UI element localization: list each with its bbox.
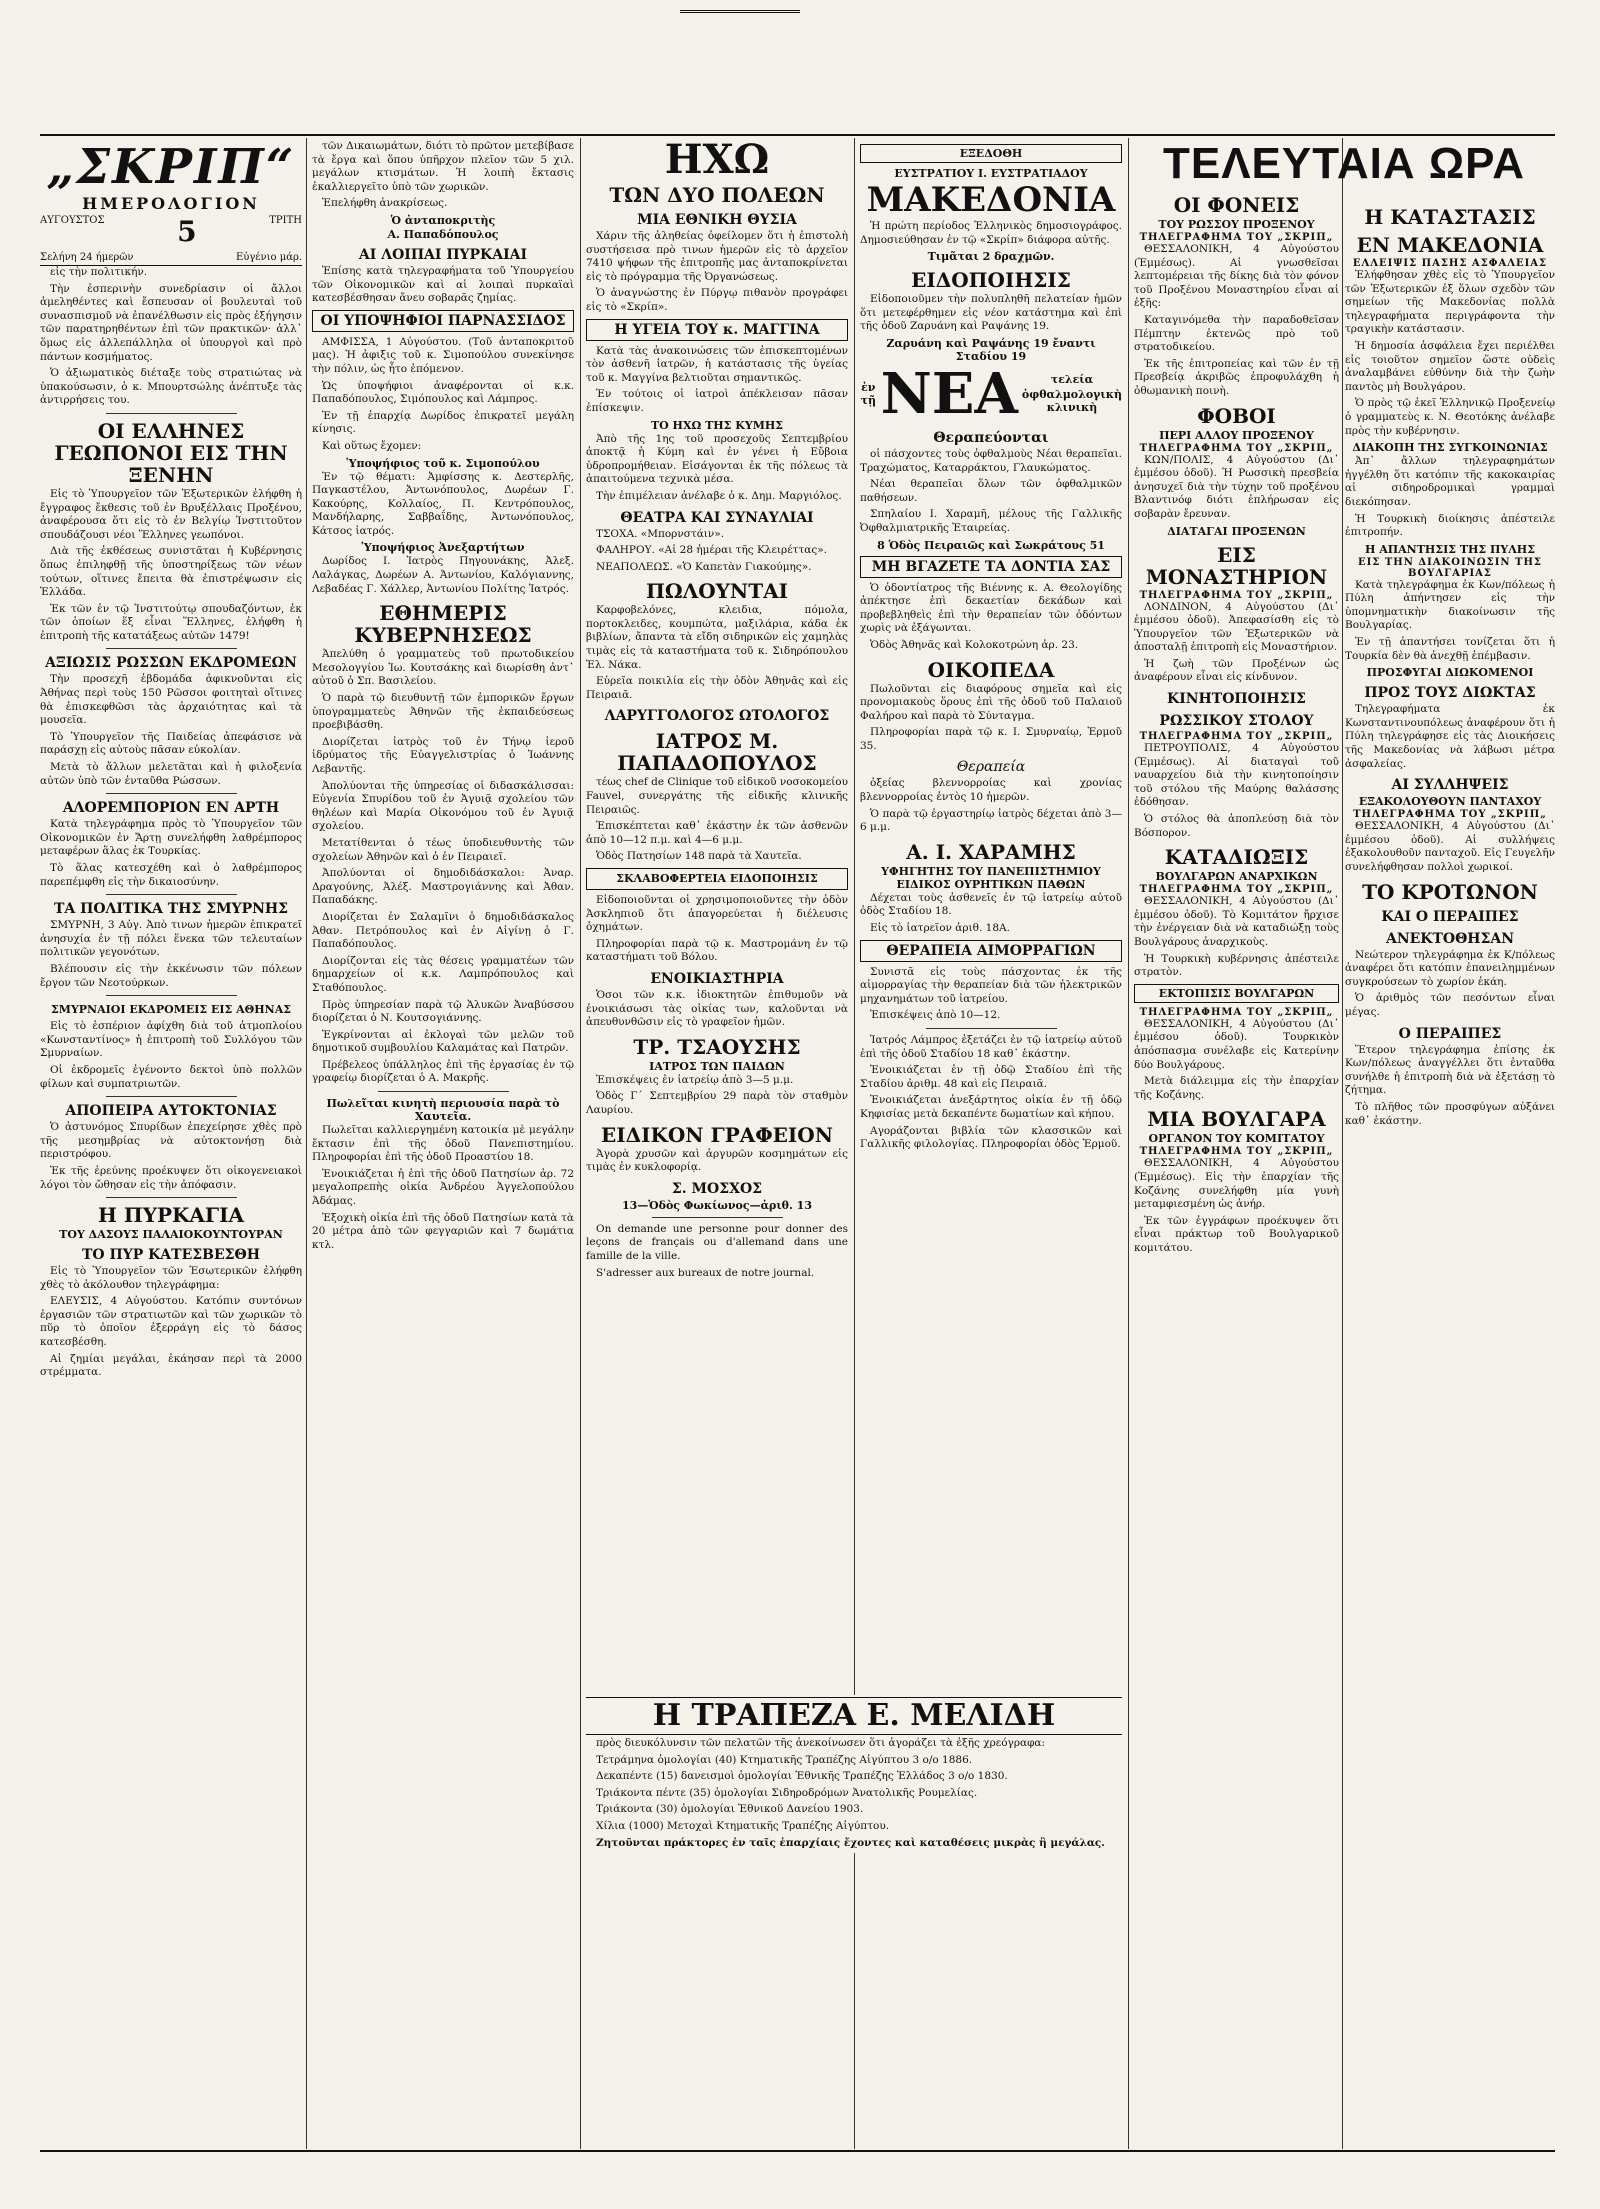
article-subheading: ΕΛΛΕΙΨΙΣ ΠΑΣΗΣ ΑΣΦΑΛΕΙΑΣ xyxy=(1352,258,1548,269)
paragraph: Κατὰ τηλεγράφημα ἐκ Κων/πόλεως ἡ Πύλη ἀπήντησεν εἰς τὴν ὑπομνηματικὴν διακοίνωσιν τῆς Βουλγαρίας. xyxy=(1345,578,1555,632)
paragraph: Βλέπουσιν εἰς τὴν ἐκκένωσιν τῶν πόλεων ἔργον τῶν Νεοτούρκων. xyxy=(40,962,302,989)
article-subheading: ΒΟΥΛΓΑΡΩΝ ΑΝΑΡΧΙΚΩΝ xyxy=(1155,870,1318,884)
article-heading: ΤΑ ΠΟΛΙΤΙΚΑ ΤΗΣ ΣΜΥΡΝΗΣ xyxy=(53,901,289,918)
paragraph: Ἐν τούτοις οἱ ἰατροὶ ἀπέκλεισαν πᾶσαν ἐπίσκεψιν. xyxy=(586,388,848,414)
clinic-descriptor xyxy=(1022,372,1122,415)
paragraph: Ἐκ τῆς ἐρεύνης προέκυψεν ὅτι οἰκογενειακοὶ λόγοι τὸν ὤθησαν εἰς τὴν ἀπόφασιν. xyxy=(40,1164,302,1191)
paragraph: Τηλεγραφήματα ἐκ Κωνσταντινουπόλεως ἀναφέρουν ὅτι ἡ Πύλη τηλεγράφησε εἰς τὰς Διοικήσεις τῆς Μακεδονίας νὰ λάβωσι μέτρα ἀσφαλείας. xyxy=(1345,703,1555,770)
paragraph: Διορίζεται ἰατρὸς τοῦ ἐν Τήνῳ ἱεροῦ ἱδρύματος τῆς Εὐαγγελιστρίας ὁ Ἰωάννης Λεβαντῆς. xyxy=(312,735,574,775)
paragraph: Ἐκ τῶν ἐγγράφων προέκυψεν ὅτι εἶναι πράκτωρ τοῦ Βουλγαρικοῦ κομιτάτου. xyxy=(1134,1214,1339,1254)
advert-heading: Θεραπεία xyxy=(956,759,1026,776)
book-author: ΕΥΣΤΡΑΤΙΟΥ Ι. ΕΥΣΤΡΑΤΙΑΔΟΥ xyxy=(894,167,1088,180)
bottom-rule xyxy=(40,2150,1555,2152)
article-subheading: ΠΕΡΙ ΑΛΛΟΥ ΠΡΟΞΕΝΟΥ xyxy=(1159,428,1314,442)
article-subheading: ΟΡΓΑΝΟΝ ΤΟΥ ΚΟΜΙΤΑΤΟΥ xyxy=(1148,1132,1325,1146)
masthead-subtitle: ΗΜΕΡΟΛΟΓΙΟΝ xyxy=(82,194,260,213)
paragraph: Δέχεται τοὺς ἀσθενεῖς ἐν τῷ ἰατρείῳ αὐτοῦ ὁδὸς Σταδίου 18. xyxy=(860,891,1122,918)
paragraph: Εἰδοποιοῦνται οἱ χρησιμοποιοῦντες τὴν ὁδὸν Ἀσκληπιοῦ ὅτι ἀπαγορεύεται ἡ διέλευσις ὀχημάτων. xyxy=(586,894,848,934)
paragraph: Χίλια (1000) Μετοχαὶ Κτηματικῆς Τραπέζης Αἰγύπτου. xyxy=(596,1819,890,1832)
paragraph: Ἀπὸ τῆς 1ης τοῦ προσεχοῦς Σεπτεμβρίου ἀποκτᾷ ἡ Κύμη καὶ ἐν γένει ἡ Εὔβοια ὑδροπρομήθειαν. Εἰσάγονται ἐκ τῆς πόλεως τὰ ἀπαιτούμενα τεχνικὰ μέσα. xyxy=(586,432,848,486)
paragraph: Κατὰ τηλεγράφημα πρὸς τὸ Ὑπουργεῖον τῶν Οἰκονομικῶν ἐν Ἄρτῃ συνελήφθη λαθρέμπορος μεταφέρων ἅλας ἐκ Τουρκίας. xyxy=(40,818,302,858)
advert-subheading: ΙΑΤΡΟΣ ΤΩΝ ΠΑΙΔΩΝ xyxy=(649,1059,785,1073)
separator xyxy=(106,413,237,414)
paragraph: Ἐκ τῶν ἐν τῷ Ἰνστιτούτῳ σπουδαζόντων, ἐκ τῶν ὁποίων ἕξ εἶναι Ἕλληνες, ἐλήφθη ἡ ἐπιτροπὴ τῆς κατατάξεως αὐτῶν 1479! xyxy=(40,602,302,642)
bank-advert-title: Η ΤΡΑΠΕΖΑ Ε. ΜΕΛΙΔΗ xyxy=(586,1697,1122,1735)
paragraph: ΑΜΦΙΣΣΑ, 1 Αὐγούστου. (Τοῦ ἀνταποκριτοῦ μας). Ἡ ἀφιξις τοῦ κ. Σιμοπούλου συνεκίνησε τὴν πόλιν, ὡς ἦτο ἐπόμενον. xyxy=(312,335,574,375)
paragraph: Ἰατρός Λάμπρος ἐξετάζει ἐν τῷ ἰατρείῳ αὐτοῦ ἐπὶ τῆς ὁδοῦ Σταδίου 18 καθ᾽ ἑκάστην. xyxy=(860,1034,1122,1060)
paragraph: Ὁ στόλος θὰ ἀποπλεύσῃ διὰ τὸν Βόσπορον. xyxy=(1134,813,1339,839)
article-subheading: ΑΝΕΚΤΟΘΗΣΑΝ xyxy=(1385,930,1515,947)
article-subheading: ΚΑΙ Ο ΠΕΡΑΙΠΕΣ xyxy=(1381,908,1519,925)
paragraph: Πρέβελεος ὑπάλληλος ἐπὶ τῆς ἐργασίας ἐν τῷ γραφείῳ διορίζεται ὁ Α. Μακρῆς. xyxy=(312,1058,574,1085)
advert-heading: ΛΑΡΥΓΓΟΛΟΓΟΣ ΩΤΟΛΟΓΟΣ xyxy=(604,708,830,725)
separator xyxy=(106,995,237,996)
article-heading: ΟΙ ΥΠΟΨΗΦΙΟΙ ΠΑΡΝΑΣΣΙΔΟΣ xyxy=(312,310,574,332)
paragraph: Ἡ πρώτη περίοδος Ἑλληνικὸς δημοσιογράφος. Δημοσιεύθησαν ἐν τῷ «Σκρίπ» διάφορα αὐτῆς. xyxy=(860,220,1122,246)
paragraph: Ἐκ τῆς ἐπιτροπείας καὶ τῶν ἐν τῇ Πρεσβείᾳ ἀκριβῶς ἐπροφυλάχθη ἡ ὀθωμανικὴ ποινὴ. xyxy=(1134,357,1339,397)
paragraph: ΛΟΝΔΙΝΟΝ, 4 Αὐγούστου (Δι᾽ ἐμμέσου ὁδοῦ). Ἀπεφασίσθη εἰς τὸ Ὑπουργεῖον τῶν Ἐξωτερικῶν νὰ ἀποσταλῇ ἐπιτροπὴ εἰς Μοναστήριον. xyxy=(1134,600,1339,654)
advert-heading: ΣΚΛΑΒΟΦΕΡΤΕΙΑ ΕΙΔΟΠΟΙΗΣΙΣ xyxy=(586,868,848,890)
paragraph: Πρὸς ὑπηρεσίαν παρὰ τῷ Ἁλυκῶν Ἀναβύσσου διορίζεται ὁ Ν. Κουτσογιάννης. xyxy=(312,998,574,1025)
article-heading: ΣΜΥΡΝΑΙΟΙ ΕΚΔΡΟΜΕΙΣ ΕΙΣ ΑΘΗΝΑΣ xyxy=(50,1003,292,1017)
article-heading: ΑΛΟΡΕΜΠΟΡΙΟΝ ΕΝ ΑΡΤΗ xyxy=(62,800,280,817)
paragraph: Νέαι θεραπεῖαι ὅλων τῶν ὀφθαλμικῶν παθήσεων. xyxy=(860,478,1122,504)
separator xyxy=(106,1197,237,1198)
clinic-word: ὀφθαλμολογικὴ κλινικὴ xyxy=(1021,388,1122,415)
article-subheading: ΤΟΥ ΡΩΣΣΟΥ ΠΡΟΞΕΝΟΥ xyxy=(1158,218,1315,231)
paragraph: Ἀπ᾽ ἄλλων τηλεγραφημάτων ἠγγέλθη ὅτι κατόπιν τῆς κακοκαιρίας αἱ σιδηροδρομικαὶ γραμμαὶ διεκόπησαν. xyxy=(1345,455,1555,508)
telegram-tag: ΤΗΛΕΓΡΑΦΗΜΑ ΤΟΥ „ΣΚΡΙΠ„ xyxy=(1139,1146,1334,1158)
article-heading: ΜΙΑ ΒΟΥΛΓΑΡΑ xyxy=(1147,1107,1326,1132)
paragraph: Τὴν προσεχῆ ἑβδομάδα ἀφικνοῦνται εἰς Ἀθήνας περὶ τοὺς 150 Ρῶσσοι φοιτηταὶ οἵτινες θὰ ἐπισκεφθῶσι τὰς ἀρχαιότητας καὶ τὰ μουσεῖα. xyxy=(40,673,302,727)
article-subheading: ΤΟΥ ΔΑΣΟΥΣ ΠΑΛΑΙΟΚΟΥΝΤΟΥΡΑΝ xyxy=(59,1228,283,1242)
paragraph: Ὁ ἀριθμὸς τῶν πεσόντων εἶναι μέγας. xyxy=(1345,992,1555,1018)
telegram-tag: ΤΗΛΕΓΡΑΦΗΜΑ ΤΟΥ „ΣΚΡΙΠ„ xyxy=(1139,232,1334,243)
article-heading: ΕΝ ΜΑΚΕΔΟΝΙΑ xyxy=(1356,233,1544,257)
paragraph: ΘΕΣΣΑΛΟΝΙΚΗ, 4 Αὐγούστου (Δι᾽ ἐμμέσου ὁδοῦ). Αἱ συλλήψεις ἐξακολουθοῦν πανταχοῦ. Εἰς Γευγελῆν συνελήφθησαν πολλοὶ χωρικοί. xyxy=(1345,820,1555,873)
paragraph: ΤΣΟΧΑ. «Μπορνστάιν». xyxy=(596,527,725,540)
paragraph: Νεώτερον τηλεγράφημα ἐκ Κ/πόλεως ἀναφέρει ὅτι κατόπιν ἐπανειλημμένων συγκρούσεων τὸ χωρίον ἐκάη. xyxy=(1345,948,1555,988)
paragraph: Ἡ ζωὴ τῶν Προξένων ὡς ἀναφέρουν εἶναι εἰς κίνδυνον. xyxy=(1134,657,1339,684)
separator xyxy=(106,648,237,649)
paragraph: Μετατίθενται ὁ τέως ὑποδιευθυντὴς τῶν σχολείων Ἀθηνῶν καὶ ὁ ἐν Πειραιεῖ. xyxy=(312,836,574,863)
paragraph: Εἰς τὸ Ὑπουργεῖον τῶν Ἐξωτερικῶν ἐλήφθη ἡ ἔγγραφος ἔκθεσις τοῦ ἐν Βρυξέλλαις Προξένου, ἀναφέρουσα ὅτι εἰς τὸ ἐν Βελγίῳ Ἰνστιτοῦτον σπουδάζουσι νέοι Ἕλληνες γεωπόνοι. xyxy=(40,487,302,541)
article-heading: ΤΟ ΚΡΟΤΩΝΟΝ xyxy=(1362,879,1538,904)
column-divider xyxy=(1128,138,1129,2149)
paragraph: Τὸ πλῆθος τῶν προσφύγων αὐξάνει καθ᾽ ἑκάστην. xyxy=(1345,1100,1555,1127)
paragraph: Ἡ Τουρκικὴ διοίκησις ἀπέστειλε ἐπιτροπήν. xyxy=(1345,512,1555,539)
top-rule xyxy=(40,134,1555,136)
advert-address: Ζαρυάνη καὶ Ραψάνης 19 ἔναντι Σταδίου 19 xyxy=(886,336,1096,363)
masthead-day-number: 5 xyxy=(177,215,197,248)
paragraph: Ἐπισκέψεις ἀπὸ 10—12. xyxy=(870,1009,1001,1022)
clinic-title: ΝΕΑ xyxy=(880,360,1018,427)
article-heading: ΠΡΟΣΦΥΓΑΙ ΔΙΩΚΟΜΕΝΟΙ xyxy=(1366,666,1534,680)
paragraph: Ἐπελήφθη ἀνακρίσεως. xyxy=(322,197,448,210)
paragraph: Αγοράζονται βιβλία τῶν κλασσικῶν καὶ Γαλλικῆς φιλολογίας. Πληροφορίαι ὁδὸς Ἐρμοῦ. xyxy=(860,1124,1122,1151)
paragraph: εἰς τὴν πολιτικήν. xyxy=(50,266,148,278)
telegram-tag: ΤΗΛΕΓΡΑΦΗΜΑ ΤΟΥ „ΣΚΡΙΠ„ xyxy=(1139,731,1334,743)
paragraph: Ἐλήφθησαν χθὲς εἰς τὸ Ὑπουργεῖον τῶν Ἐξωτερικῶν ἐξ ὅλων σχεδὸν τῶν σημείων τῆς Μακεδονίας πολλὰ τηλεγραφήματα περιγράφοντα τὴν τραγικὴν κατάστασιν. xyxy=(1345,269,1555,336)
column-divider xyxy=(580,138,581,2149)
advert-label: ΕΞΕΔΟΘΗ xyxy=(860,144,1122,163)
column-2 xyxy=(312,140,574,2149)
newspaper-page xyxy=(40,0,1570,2209)
paragraph: Ὁ ἀστυνόμος Σπυρίδων ἐπεχείρησε χθὲς πρὸ τῆς μεσημβρίας νὰ αὐτοκτονήσῃ διὰ περιστρόφου. xyxy=(40,1121,302,1161)
paragraph: Δωρίδος Ι. Ἰατρὸς Πηγουνάκης, Ἀλεξ. Λαλάγκας, Δωρέων Α. Ἀντωνίου, Καλόγιαννης, Λεβαδέας Γ. Χάλλερ, Ἀντωνίου Πολίτης Ἰατρός. xyxy=(312,555,574,595)
paragraph: Ἀπολύονται τῆς ὑπηρεσίας οἱ διδασκάλισσαι: Εὐγενία Σπυρίδου τοῦ ἐν Ἀγυιᾷ σχολείου τῶν θηλέων καὶ Μαρία Οἰκονόμου τοῦ ἐν Ἀγυιᾷ σχολείου. xyxy=(312,779,574,833)
column-6 xyxy=(1345,200,1555,2149)
paragraph: τῶν Δικαιωμάτων, διότι τὸ πρῶτον μετεβίβασε τὰ ἔργα καὶ ὅπου ὑπῆρχον πλεῖον τῶν 5 χιλ. μεγάλων κτισμάτων. Ἡ λοιπὴ ἔκτασις ἐκαλλιεργεῖτο ὑπὸ τῶν χωρικῶν. xyxy=(312,140,574,193)
article-heading: Η ΠΥΡΚΑΓΙΑ xyxy=(97,1203,245,1228)
paragraph: Χάριν τῆς ἀληθείας ὀφείλομεν ὅτι ἡ ἐπιστολὴ συστήσεισα πρὸ τινων ἡμερῶν εἰς τὸ ἀρχεῖον 7410 ψήφων τῆς ἐπιτροπῆς μας ἀνταποκρίνεται εἰς τὸ πρόγραμμα τῆς Ὀργανώσεως. xyxy=(586,230,848,283)
paragraph: Ἐν τῷ θέματι: Ἀμφίσσης κ. Δεστερλῆς, Παγκαστέλου, Ἀντωνόπουλος, Δωρέων Γ. Κακούρης, Κολλαίος, Π. Κεντρόπουλος, Μανδήλαρης, Σαββαΐδης, Ἀντωνόπουλος, Κάτσος ἰατρός. xyxy=(312,470,574,537)
advert-subheading: ΥΦΗΓΗΤΗΣ ΤΟΥ ΠΑΝΕΠΙΣΤΗΜΙΟΥ ΕΙΔΙΚΟΣ ΟΥΡΗΤΙΚΩΝ ΠΑΘΩΝ xyxy=(881,864,1101,891)
paragraph: Ἐπισκέπτεται καθ᾽ ἑκάστην ἐκ τῶν ἀσθενῶν ἀπὸ 10—12 π.μ. καὶ 4—6 μ.μ. xyxy=(586,820,848,846)
paragraph: Μετὰ διάλειμμα εἰς τὴν ἐπαρχίαν τῆς Κοζάνης. xyxy=(1134,1075,1339,1101)
paragraph: Ἐπίσης κατὰ τηλεγραφήματα τοῦ Ὑπουργείου τῶν Οἰκονομικῶν καὶ αἱ λοιπαὶ πυρκαϊαὶ κατεσβέσθησαν ἄνευ σοβαρᾶς ζημίας. xyxy=(312,264,574,305)
article-heading: ΔΙΑΚΟΠΗ ΤΗΣ ΣΥΓΚΟΙΝΩΝΙΑΣ xyxy=(1352,441,1548,455)
article-heading: ΑΙ ΛΟΙΠΑΙ ΠΥΡΚΑΙΑΙ xyxy=(358,246,528,263)
masthead-calendar-row xyxy=(40,250,302,265)
paragraph: οἱ πάσχοντες τοὺς ὀφθαλμοὺς Νέαι θεραπεῖαι. Τραχώματος, Καταρράκτου, Γλαυκώματος. xyxy=(860,447,1122,474)
paragraph: Σπηλαίου Ι. Χαραμῆ, μέλους τῆς Γαλλικῆς Ὀφθαλμιατρικῆς Ἑταιρείας. xyxy=(860,508,1122,534)
paragraph: Εὐρεῖα ποικιλία εἰς τὴν ὁδὸν Ἀθηνᾶς καὶ εἰς Πειραιᾶ. xyxy=(586,675,848,701)
masthead-weekday: ΤΡΙΤΗ xyxy=(269,215,302,226)
book-title: ΜΑΚΕΔΟΝΙΑ xyxy=(866,180,1116,220)
paragraph: Ὡς ὑποψήφιοι ἀναφέρονται οἱ κ.κ. Παπαδόπουλος, Σιμόπουλος καὶ Λάμπρος. xyxy=(312,379,574,406)
paragraph: Διορίζονται εἰς τὰς θέσεις γραμματέων τῶν δημαρχείων οἱ κ.κ. Λαμπρόπουλος καὶ Σταθόπουλος. xyxy=(312,954,574,994)
paragraph: ὀξείας βλεννορροίας καὶ χρονίας βλεννορροίας ἐντὸς 10 ἡμερῶν. xyxy=(860,777,1122,804)
article-heading: ΦΟΒΟΙ xyxy=(1197,403,1276,428)
advert-heading: ΜΗ ΒΓΑΖΕΤΕ ΤΑ ΔΟΝΤΙΑ ΣΑΣ xyxy=(860,556,1122,578)
column-1 xyxy=(40,140,302,2149)
article-subheading: ΡΩΣΣΙΚΟΥ ΣΤΟΛΟΥ xyxy=(1159,713,1314,730)
paragraph: Ἐνοικιάζεται ἐν τῇ ὁδῷ Σταδίου ἐπὶ τῆς Σταδίου ἀριθμ. 48 καὶ εἰς Πειραιᾶ. xyxy=(860,1064,1122,1090)
paragraph: Διορίζεται ἐν Σαλαμῖνι ὁ δημοδιδάσκαλος Ἀθαν. Πετρόπουλος καὶ ἐν Αἰγίνῃ ὁ Γ. Παπαδόπουλος. xyxy=(312,910,574,951)
separator xyxy=(378,1091,509,1092)
latest-news-banner: ΤΕΛΕΥΤΑΙΑ ΩΡΑ xyxy=(1162,139,1525,188)
article-heading: Ο ΠΕΡΑΙΠΕΣ xyxy=(1398,1025,1502,1042)
separator xyxy=(106,1096,237,1097)
paragraph: On demande une personne pour donner des leçons de français ou d'allemand dans une famille de la ville. xyxy=(586,1222,848,1262)
paragraph: Πληροφορίαι παρὰ τῷ κ. Ι. Σμυρναίῳ, Ἑρμοῦ 35. xyxy=(860,726,1122,752)
section-subtitle: ΤΩΝ ΔΥΟ ΠΟΛΕΩΝ xyxy=(609,183,825,207)
paragraph: Ἐν τῇ ἐπαρχίᾳ Δωρίδος ἐπικρατεῖ μεγάλη κίνησις. xyxy=(312,409,574,436)
paragraph: Ἡ δημοσία ἀσφάλεια ἔχει περιέλθει εἰς τοιοῦτον σημεῖον ὥστε οὐδεὶς ἀναλαμβάνει εὐθύνην διὰ τὴν ζωὴν παντὸς μὴ Βουλγάρου. xyxy=(1345,339,1555,393)
paragraph: Ὁδὸς Γ΄ Σεπτεμβρίου 29 παρὰ τὸν σταθμὸν Λαυρίου. xyxy=(586,1090,848,1116)
article-heading: ΟΙ ΦΟΝΕΙΣ xyxy=(1173,193,1300,217)
advert-heading: ΕΙΔΟΠΟΙΗΣΙΣ xyxy=(911,268,1071,293)
article-heading: ΕΘΗΜΕΡΙΣ ΚΥΒΕΡΝΗΣΕΩΣ xyxy=(354,601,532,648)
paragraph: Οἱ ἐκδρομεῖς ἐγένοντο δεκτοὶ ὑπὸ πολλῶν φίλων καὶ συμπατριωτῶν. xyxy=(40,1063,302,1090)
paragraph: ΘΕΣΣΑΛΟΝΙΚΗ, 4 Αὐγούστου (Ἐμμέσως). Αἱ γνωσθεῖσαι λεπτομέρειαι τῆς δίκης διὰ τὸν φόνον τοῦ Προξένου Μοναστηρίου εἶναι αἱ ἑξῆς: xyxy=(1134,243,1339,310)
paragraph: Δεκαπέντε (15) δανεισμοὶ ὁμολογίαι Ἐθνικῆς Τραπέζης Ἑλλάδος 3 ο/ο 1830. xyxy=(596,1770,1008,1783)
advert-heading: ΟΙΚΟΠΕΔΑ xyxy=(927,657,1055,682)
paragraph: Τὸ ἅλας κατεσχέθη καὶ ὁ λαθρέμπορος παρεπέμφθη εἰς τὴν δικαιοσύνην. xyxy=(40,862,302,888)
advert-heading: Θεραπεύονται xyxy=(933,429,1049,446)
paragraph: Ζητοῦνται πράκτορες ἐν ταῖς ἐπαρχίαις ἔχοντες καὶ καταθέσεις μικρὰς ἢ μεγάλας. xyxy=(596,1836,1105,1849)
paragraph: Τριάκοντα (30) ὁμολογίαι Ἐθνικοῦ Δανείου 1903. xyxy=(596,1803,864,1816)
advert-heading: ΙΑΤΡΟΣ Μ. ΠΑΠΑΔΟΠΟΥΛΟΣ xyxy=(617,729,817,776)
paragraph: Τὸ Ὑπουργεῖον τῆς Παιδείας ἀπεφάσισε νὰ παράσχῃ εἰς αὐτοὺς πᾶσαν εὐκολίαν. xyxy=(40,730,302,757)
paragraph: Μετὰ τὸ ἄλλων μελετᾶται καὶ ἡ φιλοξενία αὐτῶν ὑπὸ τῶν ἐνταῦθα Ρώσσων. xyxy=(40,761,302,787)
telegram-tag: ΤΗΛΕΓΡΑΦΗΜΑ ΤΟΥ „ΣΚΡΙΠ„ xyxy=(1353,809,1547,821)
telegram-tag: ΤΗΛΕΓΡΑΦΗΜΑ ΤΟΥ „ΣΚΡΙΠ„ xyxy=(1139,1006,1334,1018)
advert-heading: ΕΙΔΙΚΟΝ ΓΡΑΦΕΙΟΝ xyxy=(600,1122,833,1147)
paragraph: Τὴν ἐσπερινὴν συνεδρίασιν οἱ ἄλλοι ἀμεληθέντες καὶ ἔσπευσαν οἱ βουλευταὶ τοῦ συνασπισμοῦ νὰ ἐπανέλθωσιν εἰς πρὸς ἐξήγησιν τῶν παρατηρηθέντων ἐπὶ τῶν πρακτικῶν· ἀλλ᾽ ὅμως εἰς ἀλλεπάλληλα οἱ ὑπουργοὶ καὶ πρὸ πάντων κοσμήματος. xyxy=(40,282,302,363)
telegram-tag: ΤΗΛΕΓΡΑΦΗΜΑ ΤΟΥ „ΣΚΡΙΠ„ xyxy=(1139,589,1334,601)
separator xyxy=(106,793,237,794)
telegram-tag: ΤΗΛΕΓΡΑΦΗΜΑ ΤΟΥ „ΣΚΡΙΠ„ xyxy=(1139,442,1334,454)
paragraph: Ἐν τῇ ἀπαντήσει τονίζεται ὅτι ἡ Τουρκία δὲν θὰ ἀνεχθῇ ἐπέμβασιν. xyxy=(1345,636,1555,662)
paragraph: Ἕτερον τηλεγράφημα ἐπίσης ἐκ Κων/πόλεως ἀναγγέλλει ὅτι ἐνταῦθα συνήλθε ἡ ἐπιτροπὴ διὰ νὰ ἐξετάσῃ τὸ ζήτημα. xyxy=(1345,1043,1555,1097)
paragraph: Ἐνοικιάζεται ἡ ἐπὶ τῆς ὁδοῦ Πατησίων ἀρ. 72 μεγαλοπρεπὴς οἰκία Ἀνδρέου Ἀγγελοπούλου Ἀδάμας. xyxy=(312,1167,574,1208)
article-subheading: ΕΙΣ ΤΗΝ ΔΙΑΚΟΙΝΩΣΙΝ ΤΗΣ ΒΟΥΛΓΑΡΙΑΣ xyxy=(1357,556,1542,579)
paragraph: Καὶ οὕτως ἔχομεν: xyxy=(322,439,422,452)
paragraph: Ὁ παρὰ τῷ διευθυντῇ τῶν ἐμπορικῶν ἔργων ὑπογραμματεὺς Ἀθηνῶν τῆς ἐκπαιδεύσεως προεβιβάσθη. xyxy=(312,692,574,732)
paragraph: Διὰ τῆς ἐκθέσεως συνιστᾶται ἡ Κυβέρνησις ὅπως ἐπιληφθῇ τῆς ὑποστηρίξεως τῶν νέων τούτων, οἵτινες ἔπειτα θὰ ἐπιστρέψωσιν εἰς Ἑλλάδα. xyxy=(40,545,302,599)
clinic-advert xyxy=(860,360,1122,427)
advert-heading: ΘΕΡΑΠΕΙΑ ΑΙΜΟΡΡΑΓΙΩΝ xyxy=(860,940,1122,962)
article-subheading: ΠΡΟΣ ΤΟΥΣ ΔΙΩΚΤΑΣ xyxy=(1364,685,1536,702)
paragraph: ΘΕΣΣΑΛΟΝΙΚΗ, 4 Αὐγούστου (Δι᾽ ἐμμέσου ὁδοῦ). Τὸ Κομιτάτον ἤρχισε τὴν ἐνέργειαν διὰ νὰ καταδιώξῃ τοὺς Βουλγάρους ἀναρχικοὺς. xyxy=(1134,895,1339,948)
masthead-title: „ΣΚΡΙΠ“ xyxy=(46,140,296,195)
paragraph: τέως chef de Clinique τοῦ εἰδικοῦ νοσοκομείου Fauvel, συνεργάτης τῆς εἰδικῆς κλινικῆς Πειραιῶς. xyxy=(586,776,848,816)
paragraph: ΚΩΝ/ΠΟΛΙΣ, 4 Αὐγούστου (Δι᾽ ἐμμέσου ὁδοῦ). Ἡ Ρωσσικὴ πρεσβεία ἀνησυχεῖ διὰ τὴν τύχην τοῦ προξένου Βλαντινόφ διότι ἐπλήρωσαν εἰς σοβαρὰν ἔρευναν. xyxy=(1134,453,1339,520)
paragraph: ΘΕΣΣΑΛΟΝΙΚΗ, 4 Αὐγούστου (Ἐμμέσως). Εἰς τὴν ἐπαρχίαν τῆς Κοζάνης συνελήφθη μία γυνὴ μεταμφιεσμένη ὡς ἀνήρ. xyxy=(1134,1157,1339,1211)
advert-address: 8 Ὁδὸς Πειραιῶς καὶ Σωκράτους 51 xyxy=(877,538,1105,552)
paragraph: Πληροφορίαι παρὰ τῷ κ. Μαστρομάνη ἐν τῷ καταστήματι τοῦ Βόλου. xyxy=(586,937,848,964)
telegram-tag: ΤΗΛΕΓΡΑΦΗΜΑ ΤΟΥ „ΣΚΡΙΠ„ xyxy=(1139,884,1334,896)
article-subheading: Ὑποψήφιος Ἀνεξαρτήτων xyxy=(361,541,525,555)
paragraph: Ἐξοχικὴ οἰκία ἐπὶ τῆς ὁδοῦ Πατησίων κατὰ τὰ 20 μέτρα ἀπὸ τῶν φεγγαριῶν καὶ 7 δωμάτια κτλ. xyxy=(312,1211,574,1251)
clinic-word: τελεία xyxy=(1050,373,1094,387)
separator xyxy=(652,1217,783,1218)
bank-advert xyxy=(586,1695,1122,1853)
article-subheading: Ὑποψήφιος τοῦ κ. Σιμοπούλου xyxy=(346,456,540,470)
masthead-date-row xyxy=(40,213,302,250)
masthead-month: ΑΥΓΟΥΣΤΟΣ xyxy=(40,215,105,226)
article-heading: Η ΥΓΕΙΑ ΤΟΥ κ. ΜΑΓΓΙΝΑ xyxy=(586,319,848,341)
paragraph: Τριάκοντα πέντε (35) ὁμολογίαι Σιδηροδρόμων Ἀνατολικῆς Ρουμελίας. xyxy=(596,1786,978,1799)
article-heading: ΕΚΤΟΠΙΣΙΣ ΒΟΥΛΓΑΡΩΝ xyxy=(1134,984,1339,1003)
advert-heading: ΠΩΛΟΥΝΤΑΙ xyxy=(646,579,788,604)
advert-heading: ΤΡ. ΤΣΑΟΥΣΗΣ xyxy=(633,1034,801,1059)
article-subheading: ΕΞΑΚΟΛΟΥΘΟΥΝ ΠΑΝΤΑΧΟΥ xyxy=(1358,795,1542,809)
column-divider xyxy=(1342,138,1343,2149)
paragraph: Ὁ ὀδοντίατρος τῆς Βιέννης κ. Α. Θεολογίδης ἀπέκτησε ἐπὶ δεκαετίαν δεκάδων καὶ προβεβληθεὶς ἐπὶ τὴν θεραπείαν τῶν ὀδόντων χωρὶς νὰ ἐξάγωνται. xyxy=(860,581,1122,635)
advert-name: Σ. ΜΟΣΧΟΣ xyxy=(671,1180,763,1197)
clinic-prefix: ἐν τῇ xyxy=(860,380,876,407)
paragraph: Ὁ παρὰ τῷ ἐργαστηρίῳ ἰατρὸς δέχεται ἀπὸ 3—6 μ.μ. xyxy=(860,807,1122,834)
paragraph: Εἰς τὸ ἑσπέριον ἀφίχθη διὰ τοῦ ἀτμοπλοίου «Κωνσταντίνος» ἡ ἐπιτροπὴ τοῦ Συλλόγου τῶν Σμυρναίων. xyxy=(40,1020,302,1060)
paragraph: Εἰς τὸ Ὑπουργεῖον τῶν Ἐσωτερικῶν ἐλήφθη χθὲς τὸ ἀκόλουθον τηλεγράφημα: xyxy=(40,1265,302,1291)
article-heading: ΤΟ ΗΧΩ ΤΗΣ ΚΥΜΗΣ xyxy=(650,418,784,432)
book-price: Τιμᾶται 2 δραχμῶν. xyxy=(927,250,1055,264)
paragraph: Συνιστᾶ εἰς τοὺς πάσχοντας ἐκ τῆς αἱμορραγίας τὴν θεραπείαν διὰ τῶν ἠλεκτρικῶν μηχανημάτων τοῦ ἰατρείου. xyxy=(860,965,1122,1005)
signature-label: Ὁ ἀνταποκριτὴς xyxy=(390,213,496,227)
paragraph: Ἀπελύθη ὁ γραμματεὺς τοῦ πρωτοδικείου Μεσολογγίου Ἰω. Κουτσάκης καὶ διωρίσθη ἀντ᾽ αὐτοῦ ὁ Σπ. Βασιλείου. xyxy=(312,648,574,688)
paragraph: Ἀγορὰ χρυσῶν καὶ ἀργυρῶν κοσμημάτων εἰς τιμὰς ἐν κυκλοφορίᾳ. xyxy=(586,1147,848,1174)
article-heading: ΜΙΑ ΕΘΝΙΚΗ ΘΥΣΙΑ xyxy=(637,212,797,228)
paragraph: Ἀπολύονται οἱ δημοδιδάσκαλοι: Ἀναρ. Δραγούνης, Ἀλέξ. Μαστρογιάννης καὶ Ἀθαν. Παπαδάκης. xyxy=(312,867,574,907)
paragraph: ΘΕΣΣΑΛΟΝΙΚΗ, 4 Αὐγούστου (Δι᾽ ἐμμέσου ὁδοῦ). Τουρκικὸν ἀπόσπασμα συνέλαβε εἰς Κατερίνην δύο Βουλγάρους. xyxy=(1134,1017,1339,1071)
paragraph: Ὁ πρὸς τῷ ἐκεῖ Ἑλληνικῷ Προξενείῳ ὁ γραμματεὺς κ. Ν. Θεοτόκης ἀνέλαβε πρὸς τὴν κυβέρνησιν. xyxy=(1345,397,1555,437)
separator xyxy=(106,894,237,895)
paragraph: Ὁδὸς Πατησίων 148 παρὰ τὰ Χαυτεῖα. xyxy=(596,850,802,863)
paragraph: Ὁ ἀναγνώστης ἐν Πύργῳ πιθανὸν προγράφει εἰς τὸ «Σκρίπ». xyxy=(586,287,848,313)
article-heading: ΑΞΙΩΣΙΣ ΡΩΣΣΩΝ ΕΚΔΡΟΜΕΩΝ xyxy=(45,655,297,672)
column-divider xyxy=(306,138,307,2149)
paragraph: Τετράμηνα ὁμολογίαι (40) Κτηματικῆς Τραπέζης Αἰγύπτου 3 ο/ο 1886. xyxy=(596,1753,973,1766)
paragraph: Εἰδοποιοῦμεν τὴν πολυπληθῆ πελατείαν ἡμῶν ὅτι μετεφέρθημεν εἰς νέον κατάστημα καὶ ἐπὶ τῆς ὁδοῦ Ζαρυάνη καὶ Ραψάνης 19. xyxy=(860,293,1122,333)
article-heading: Η ΚΑΤΑΣΤΑΣΙΣ xyxy=(1364,205,1536,229)
advert-heading: Α. Ι. ΧΑΡΑΜΗΣ xyxy=(906,839,1076,864)
paragraph: Πωλοῦνται εἰς διαφόρους σημεῖα καὶ εἰς προνομιακοὺς ὅρους ἐπὶ τῆς ὁδοῦ τοῦ Παλαιοῦ Φαλήρου καὶ παρὰ τὸ Σύνταγμα. xyxy=(860,682,1122,722)
paragraph: ΣΜΥΡΝΗ, 3 Αὐγ. Ἀπὸ τινων ἡμερῶν ἐπικρατεῖ ἀνησυχία ἐν τῇ πόλει ἕνεκα τῶν τελευταίων πολιτικῶν γεγονότων. xyxy=(40,919,302,959)
paragraph: Ἐγκρίνονται αἱ ἐκλογαὶ τῶν μελῶν τοῦ δημοτικοῦ συμβουλίου Καλαμάτας καὶ Πατρῶν. xyxy=(312,1028,574,1055)
paragraph: Αἱ ζημίαι μεγάλαι, ἐκάησαν περὶ τὰ 2000 στρέμματα. xyxy=(40,1352,302,1379)
paragraph: Ὁδὸς Ἀθηνᾶς καὶ Κολοκοτρώνη ἀρ. 23. xyxy=(870,638,1079,651)
paragraph: ΠΕΤΡΟΥΠΟΛΙΣ, 4 Αὐγούστου (Ἐμμέσως). Αἱ διαταγαὶ τοῦ ναυαρχείου διὰ τὴν κινητοποίησιν τοῦ στόλου τῆς Μαύρης θαλάσσης ἐδόθησαν. xyxy=(1134,742,1339,809)
article-subheading: ΕΙΣ ΜΟΝΑΣΤΗΡΙΟΝ xyxy=(1145,542,1328,589)
article-heading: ΘΕΑΤΡΑ ΚΑΙ ΣΥΝΑΥΛΙΑΙ xyxy=(620,509,814,526)
article-heading: ΚΑΤΑΔΙΩΞΙΣ xyxy=(1164,845,1309,870)
article-heading: ΔΙΑΤΑΓΑΙ ΠΡΟΞΕΝΩΝ xyxy=(1167,524,1306,538)
paragraph: Ἡ Τουρκικὴ κυβέρνησις ἀπέστειλε στρατὸν. xyxy=(1134,952,1339,979)
article-subheading: ΤΟ ΠΥΡ ΚΑΤΕΣΒΕΣΘΗ xyxy=(82,1247,260,1264)
paragraph: πρὸς διευκόλυνσιν τῶν πελατῶν τῆς ἀνεκοίνωσεν ὅτι ἀγοράζει τὰ ἐξῆς χρεόγραφα: xyxy=(596,1737,1046,1749)
paragraph: Καταγινόμεθα τὴν παραδοθεῖσαν Πέμπτην ἐκτενῶς πρὸ τοῦ στρατοδικείου. xyxy=(1134,313,1339,354)
paragraph: Πωλεῖται καλλιεργημένη κατοικία μὲ μεγάλην ἔκτασιν ἐπὶ τῆς ὁδοῦ Πανεπιστημίου. Πληροφορίαι ἐπὶ τῆς ὁδοῦ Προαστίου 18. xyxy=(312,1124,574,1164)
article-heading: ΑΙ ΣΥΛΛΗΨΕΙΣ xyxy=(1391,777,1509,794)
article-heading: ΟΙ ΕΛΛΗΝΕΣ ΓΕΩΠΟΝΟΙ ΕΙΣ ΤΗΝ ΞΕΝΗΝ xyxy=(54,418,288,487)
paragraph: ΕΛΕΥΣΙΣ, 4 Αὐγούστου. Κατόπιν συντόνων ἐργασιῶν τῶν στρατιωτῶν καὶ τῶν χωρικῶν τὸ πῦρ τὸ ὁποῖον ἐξερράγη εἰς τὸ δάσος κατεσβέσθη. xyxy=(40,1295,302,1349)
top-ornament xyxy=(680,10,800,23)
advert-address: 13—Ὁδὸς Φωκίωνος—ἀριθ. 13 xyxy=(622,1198,812,1212)
masthead xyxy=(40,140,302,266)
paragraph: ΦΑΛΗΡΟΥ. «Αἱ 28 ἡμέραι τῆς Κλειρέττας». xyxy=(596,544,827,557)
article-heading: ΑΠΟΠΕΙΡΑ ΑΥΤΟΚΤΟΝΙΑΣ xyxy=(65,1103,277,1120)
signature-name: Α. Παπαδόπουλος xyxy=(387,227,499,241)
advert-heading: ΕΝΟΙΚΙΑΣΤΗΡΙΑ xyxy=(650,970,784,987)
paragraph: Κατὰ τὰς ἀνακοινώσεις τῶν ἐπισκεπτομένων τὸν ἀσθενῆ ἰατρῶν, ἡ κατάστασις τῆς ὑγείας τοῦ κ. Μαγγίνα βελτιοῦται σημαντικῶς. xyxy=(586,344,848,384)
paragraph: Εἰς τὸ ἰατρεῖον ἀριθ. 18Α. xyxy=(870,922,1010,935)
paragraph: S'adresser aux bureaux de notre journal. xyxy=(596,1266,815,1279)
section-title: ΗΧΩ xyxy=(664,140,770,183)
paragraph: Ἐνοικιάζεται ἀνεξάρτητος οἰκία ἐν τῇ ὁδῷ Κηφισίας μετὰ δεκαπέντε δωματίων καὶ κήπου. xyxy=(860,1094,1122,1120)
paragraph: Τὴν ἐπιμέλειαν ἀνέλαβε ὁ κ. Δημ. Μαργιόλος. xyxy=(596,489,842,502)
paragraph: Ἐπισκέψεις ἐν ἰατρείῳ ἀπὸ 3—5 μ.μ. xyxy=(596,1073,794,1086)
paragraph: ΝΕΑΠΟΛΕΩΣ. «Ὁ Καπετὰν Γιακούμης». xyxy=(596,560,812,573)
separator xyxy=(926,1028,1057,1029)
paragraph: Ὁσοι τῶν κ.κ. ἰδιοκτητῶν ἐπιθυμοῦν νὰ ἐνοικιάσωσι τὰς οἰκίας των, καλοῦνται νὰ ἀπευθυνθῶσιν εἰς τὸ γραφεῖον ἡμῶν. xyxy=(586,988,848,1029)
paragraph: Καρφοβελόνες, κλειδια, πόμολα, πορτοκλειδες, κουμπώτα, μαξιλάρια, κάδα ἐκ βιβλίων, ἄπαντα τὰ εἴδη σιδηρικῶν εἰς χαμηλὰς τιμὰς εἰς τὰ καταστήματα τοῦ κ. Σιδηρόπουλου Ἑλ. Νάκα. xyxy=(586,604,848,671)
article-heading: Η ΑΠΑΝΤΗΣΙΣ ΤΗΣ ΠΥΛΗΣ xyxy=(1365,542,1535,556)
masthead-moon: Σελήνη 24 ήμερῶν xyxy=(40,252,134,263)
article-heading: ΚΙΝΗΤΟΠΟΙΗΣΙΣ xyxy=(1167,691,1306,708)
masthead-saint: Εὐγένιο μάρ. xyxy=(235,252,302,263)
classified-heading: Πωλεῖται κινητὴ περιουσία παρὰ τὸ Χαυτεῖα. xyxy=(326,1097,560,1124)
paragraph: Ὁ ἀξιωματικὸς διέταξε τοὺς στρατιώτας νὰ ὑπακούσωσιν, ὁ κ. Μπουρτσώλης ἀνέπτυξε τὰς ἀντιρρήσεις του. xyxy=(40,367,302,407)
